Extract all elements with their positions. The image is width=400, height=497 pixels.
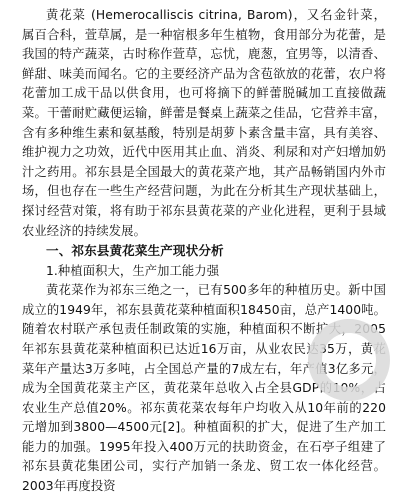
sub-heading: 1.种植面积大，生产加工能力强 (46, 264, 220, 279)
body-paragraph: 黄花菜作为祁东三绝之一，已有500多年的种植历史。新中国成立的1949年，祁东县黄花菜种植面积18450亩，总产1400吨。随着农村联产承包责任制政策的实施，种植面积不断扩大，2005年祁东县黄花菜种植面积已达近16万亩，从业农民达35万，黄花菜年产量达3万多吨，占全国总产量的7成左右，年产值3亿多元，成为全国黄花菜主产区，黄花菜年总收入占全县GDP的10%，占农业生产总值20%。祁东黄花菜农每年户均收入从10年前的220元增加到3800—4500元[2]。种植面积的扩大，促进了生产加工能力的加强。1995年投入400万元的扶助资金，在石亭子组建了祁东县黄花集团公司，实行产加销一条龙、贸工农一体化经营。2003年再度投资 (22, 283, 386, 494)
intro-paragraph: 黄花菜 (Hemerocalliscis citrina, Barom)，又名金针菜，属百合科，萱草属，是一种宿根多年生植物，食用部分为花蕾，是我国的特产蔬菜，古时称作萱草，忘忧，鹿葱，宜男等，以清香、鲜甜、味美而闻名。它的主要经济产品为含苞欲放的花蕾，农户将花蕾加工成干品以供食用，也可将摘下的鲜蕾脱碱加工直接做蔬菜。干蕾耐贮藏便运输，鲜蕾是餐桌上蔬菜之佳品，它营养丰富，含有多种维生素和氨基酸，特别是胡萝卜素含量丰富，具有美容、维护视力之功效，近代中医用其止血、消炎、利尿和对产妇增加奶汁之药用。祁东县是全国最大的黄花菜产地，其产品畅销国内外市场，但也存在一些生产经营问题，为此在分析其生产现状基础上，探讨经营对策，将有助于祁东县黄花菜的产业化进程，更利于县域农业经济的持续发展。 (22, 8, 386, 238)
section-heading: 一、祁东县黄花菜生产现状分析 (46, 243, 224, 259)
